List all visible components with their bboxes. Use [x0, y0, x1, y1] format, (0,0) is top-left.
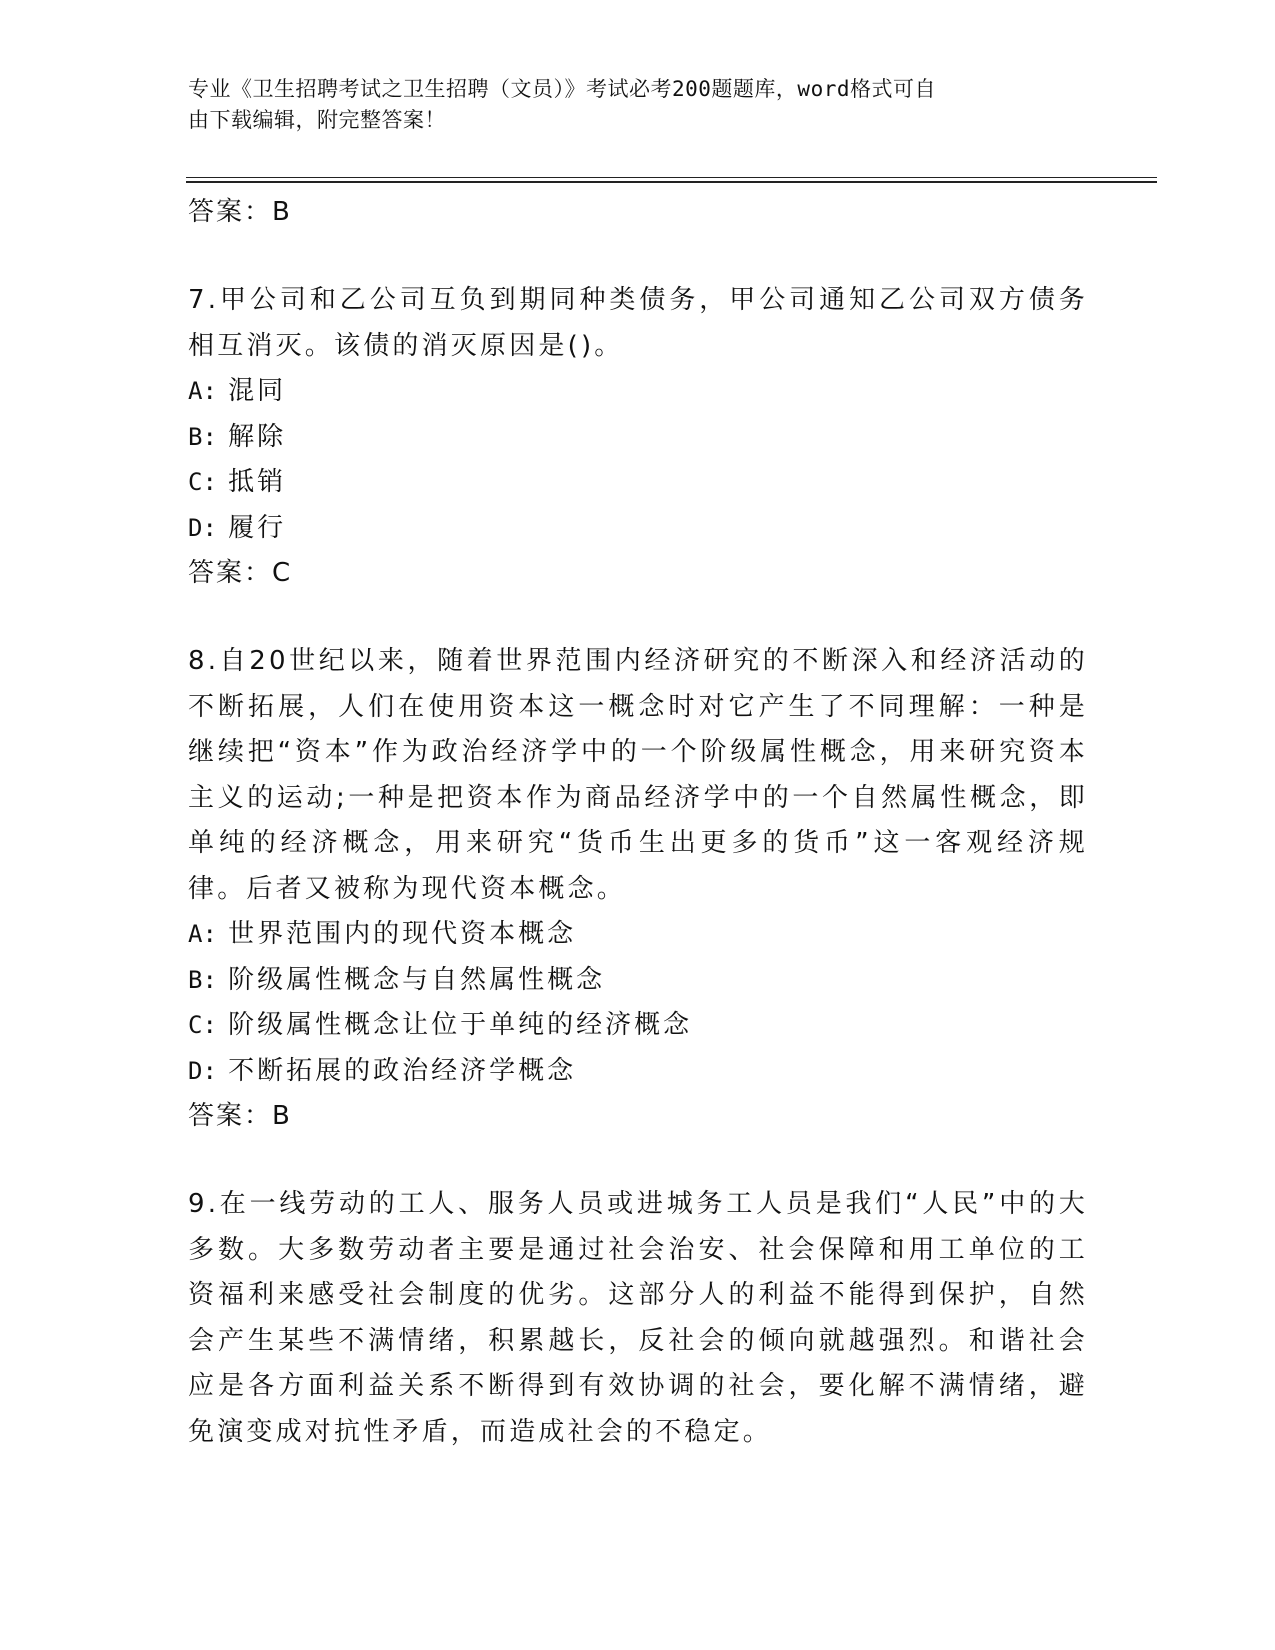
option-a [188, 369, 1088, 415]
option-d [188, 506, 1088, 552]
header-line-1: 专业《卫生招聘考试之卫生招聘（文员）》考试必考200题题库，word格式可自 [188, 77, 936, 101]
option-text: 履行 [228, 512, 287, 543]
option-b [188, 958, 1088, 1004]
question-7 [188, 278, 1088, 595]
option-letter: B: [188, 965, 217, 994]
option-c [188, 460, 1088, 506]
option-letter: A: [188, 377, 217, 405]
option-text: 抵销 [228, 467, 287, 497]
answer-line: 答案：C [188, 558, 293, 588]
option-text: 解除 [228, 421, 287, 452]
answer-line: 答案：B [188, 1101, 292, 1131]
option-b [188, 415, 1088, 461]
header-line-2: 由下载编辑，附完整答案！ [188, 108, 446, 132]
question-8 [188, 639, 1088, 1138]
option-letter: C: [188, 468, 217, 496]
option-d [188, 1049, 1088, 1095]
question-text: 8.自20世纪以来，随着世界范围内经济研究的不断深入和经济活动的不断拓展，人们在使用资本这一概念时对它产生了不同理解：一种是继续把“资本”作为政治经济学中的一个阶级属性概念，用来研究资本主义的运动;一种是把资本作为商品经济学中的一个自然属性概念，即单纯的经济概念，用来研究“货币生出更多的货币”这一客观经济规律。后者又被称为现代资本概念。 [188, 646, 1088, 904]
option-text: 混同 [228, 376, 287, 406]
header-divider-thick [186, 181, 1157, 183]
option-letter: D: [188, 513, 217, 542]
question-9 [188, 1182, 1088, 1455]
previous-answer: 答案：B [188, 197, 292, 227]
option-text: 阶级属性概念让位于单纯的经济概念 [228, 1010, 693, 1040]
document-header [188, 74, 1078, 136]
option-letter: C: [188, 1011, 217, 1039]
option-text: 阶级属性概念与自然属性概念 [228, 964, 606, 995]
question-text: 7.甲公司和乙公司互负到期同种类债务，甲公司通知乙公司双方债务相互消灭。该债的消灭原因是()。 [188, 285, 1088, 361]
option-letter: A: [188, 920, 217, 948]
header-divider-thin [186, 177, 1157, 178]
option-text: 世界范围内的现代资本概念 [228, 919, 577, 949]
question-list [188, 190, 1088, 1455]
option-text: 不断拓展的政治经济学概念 [228, 1055, 577, 1086]
question-text: 9.在一线劳动的工人、服务人员或进城务工人员是我们“人民”中的大多数。大多数劳动者主要是通过社会治安、社会保障和用工单位的工资福利来感受社会制度的优劣。这部分人的利益不能得到保护，自然会产生某些不满情绪，积累越长，反社会的倾向就越强烈。和谐社会应是各方面利益关系不断得到有效协调的社会，要化解不满情绪，避免演变成对抗性矛盾，而造成社会的不稳定。 [188, 1189, 1088, 1447]
option-letter: B: [188, 422, 217, 451]
option-letter: D: [188, 1056, 217, 1085]
option-c [188, 1003, 1088, 1049]
option-a [188, 912, 1088, 958]
